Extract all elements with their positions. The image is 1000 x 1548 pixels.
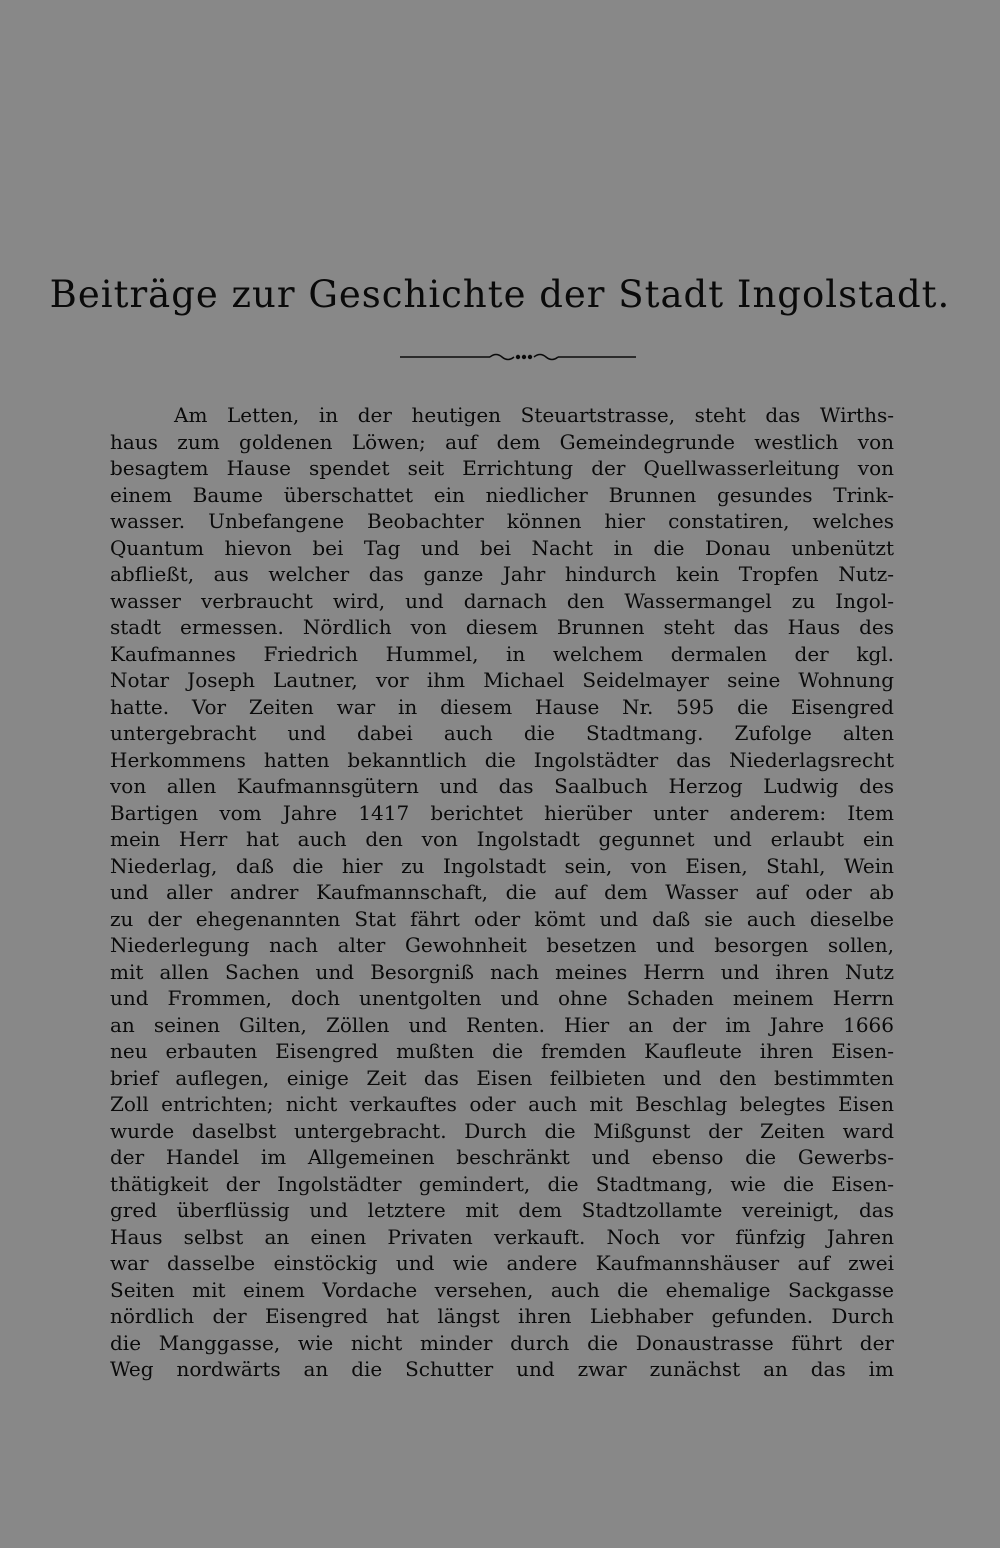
- text-line: gred überflüssig und letztere mit dem Stadtzollamte vereinigt, das: [110, 1198, 894, 1222]
- text-line: Weg nordwärts an die Schutter und zwar zunächst an das im: [110, 1357, 894, 1381]
- text-line: thätigkeit der Ingolstädter gemindert, die Stadtmang, wie die Eisen-: [110, 1171, 894, 1196]
- text-line: Notar Joseph Lautner, vor ihm Michael Seidelmayer seine Wohnung: [110, 668, 894, 692]
- text-line: mein Herr hat auch den von Ingolstadt gegunnet und erlaubt ein: [110, 827, 894, 851]
- text-line: wurde daselbst untergebracht. Durch die Mißgunst der Zeiten ward: [110, 1118, 894, 1143]
- text-line: einem Baume überschattet ein niedlicher Brunnen gesundes Trink-: [110, 482, 894, 507]
- text-line: von allen Kaufmannsgütern und das Saalbuch Herzog Ludwig des: [110, 774, 894, 798]
- text-line: Niederlag, daß die hier zu Ingolstadt sein, von Eisen, Stahl, Wein: [110, 853, 894, 878]
- body-text: [110, 402, 894, 1383]
- text-line: Zoll entrichten; nicht verkauftes oder auch mit Beschlag belegtes Eisen: [110, 1092, 894, 1116]
- page-title: Beiträge zur Geschichte der Stadt Ingolstadt.: [49, 273, 951, 316]
- text-line: abfließt, aus welcher das ganze Jahr hindurch kein Tropfen Nutz-: [110, 562, 894, 586]
- text-line: Herkommens hatten bekanntlich die Ingolstädter das Niederlagsrecht: [110, 747, 894, 772]
- text-line: an seinen Gilten, Zöllen und Renten. Hier an der im Jahre 1666: [110, 1012, 894, 1037]
- text-line: neu erbauten Eisengred mußten die fremden Kaufleute ihren Eisen-: [110, 1039, 894, 1063]
- text-line: Quantum hievon bei Tag und bei Nacht in die Donau unbenützt: [110, 535, 894, 560]
- text-line: der Handel im Allgemeinen beschränkt und ebenso die Gewerbs-: [110, 1145, 894, 1169]
- text-line: besagtem Hause spendet seit Errichtung der Quellwasserleitung von: [110, 456, 894, 480]
- text-line: hatte. Vor Zeiten war in diesem Hause Nr. 595 die Eisengred: [110, 694, 894, 719]
- text-line: und Frommen, doch unentgolten und ohne Schaden meinem Herrn: [110, 986, 894, 1010]
- text-line: Bartigen vom Jahre 1417 berichtet hierüber unter anderem: Item: [110, 800, 894, 825]
- text-line: brief auflegen, einige Zeit das Eisen feilbieten und den bestimmten: [110, 1065, 894, 1090]
- text-line: stadt ermessen. Nördlich von diesem Brunnen steht das Haus des: [110, 615, 894, 639]
- text-line: Kaufmannes Friedrich Hummel, in welchem dermalen der kgl.: [110, 641, 894, 666]
- text-line: Niederlegung nach alter Gewohnheit besetzen und besorgen sollen,: [110, 933, 894, 957]
- text-line: mit allen Sachen und Besorgniß nach meines Herrn und ihren Nutz: [110, 959, 894, 984]
- text-line: nördlich der Eisengred hat längst ihren Liebhaber gefunden. Durch: [110, 1304, 894, 1328]
- text-line: Seiten mit einem Vordache versehen, auch die ehemalige Sackgasse: [110, 1277, 894, 1302]
- text-line: Haus selbst an einen Privaten verkauft. Noch vor fünfzig Jahren: [110, 1224, 894, 1249]
- text-line: und aller andrer Kaufmannschaft, die auf dem Wasser auf oder ab: [110, 880, 894, 904]
- text-line: haus zum goldenen Löwen; auf dem Gemeindegrunde westlich von: [110, 429, 894, 454]
- text-line: Am Letten, in der heutigen Steuartstrasse, steht das Wirths-: [174, 403, 894, 427]
- text-line: zu der ehegenannten Stat fährt oder kömt und daß sie auch dieselbe: [110, 906, 894, 931]
- text-line: untergebracht und dabei auch die Stadtmang. Zufolge alten: [110, 721, 894, 745]
- ornament-divider-icon: [400, 345, 636, 369]
- text-line: war dasselbe einstöckig und wie andere Kaufmannshäuser auf zwei: [110, 1251, 894, 1275]
- text-line: wasser verbraucht wird, und darnach den Wassermangel zu Ingol-: [110, 588, 894, 613]
- text-line: wasser. Unbefangene Beobachter können hier constatiren, welches: [110, 509, 894, 533]
- text-line: die Manggasse, wie nicht minder durch die Donaustrasse führt der: [110, 1330, 894, 1355]
